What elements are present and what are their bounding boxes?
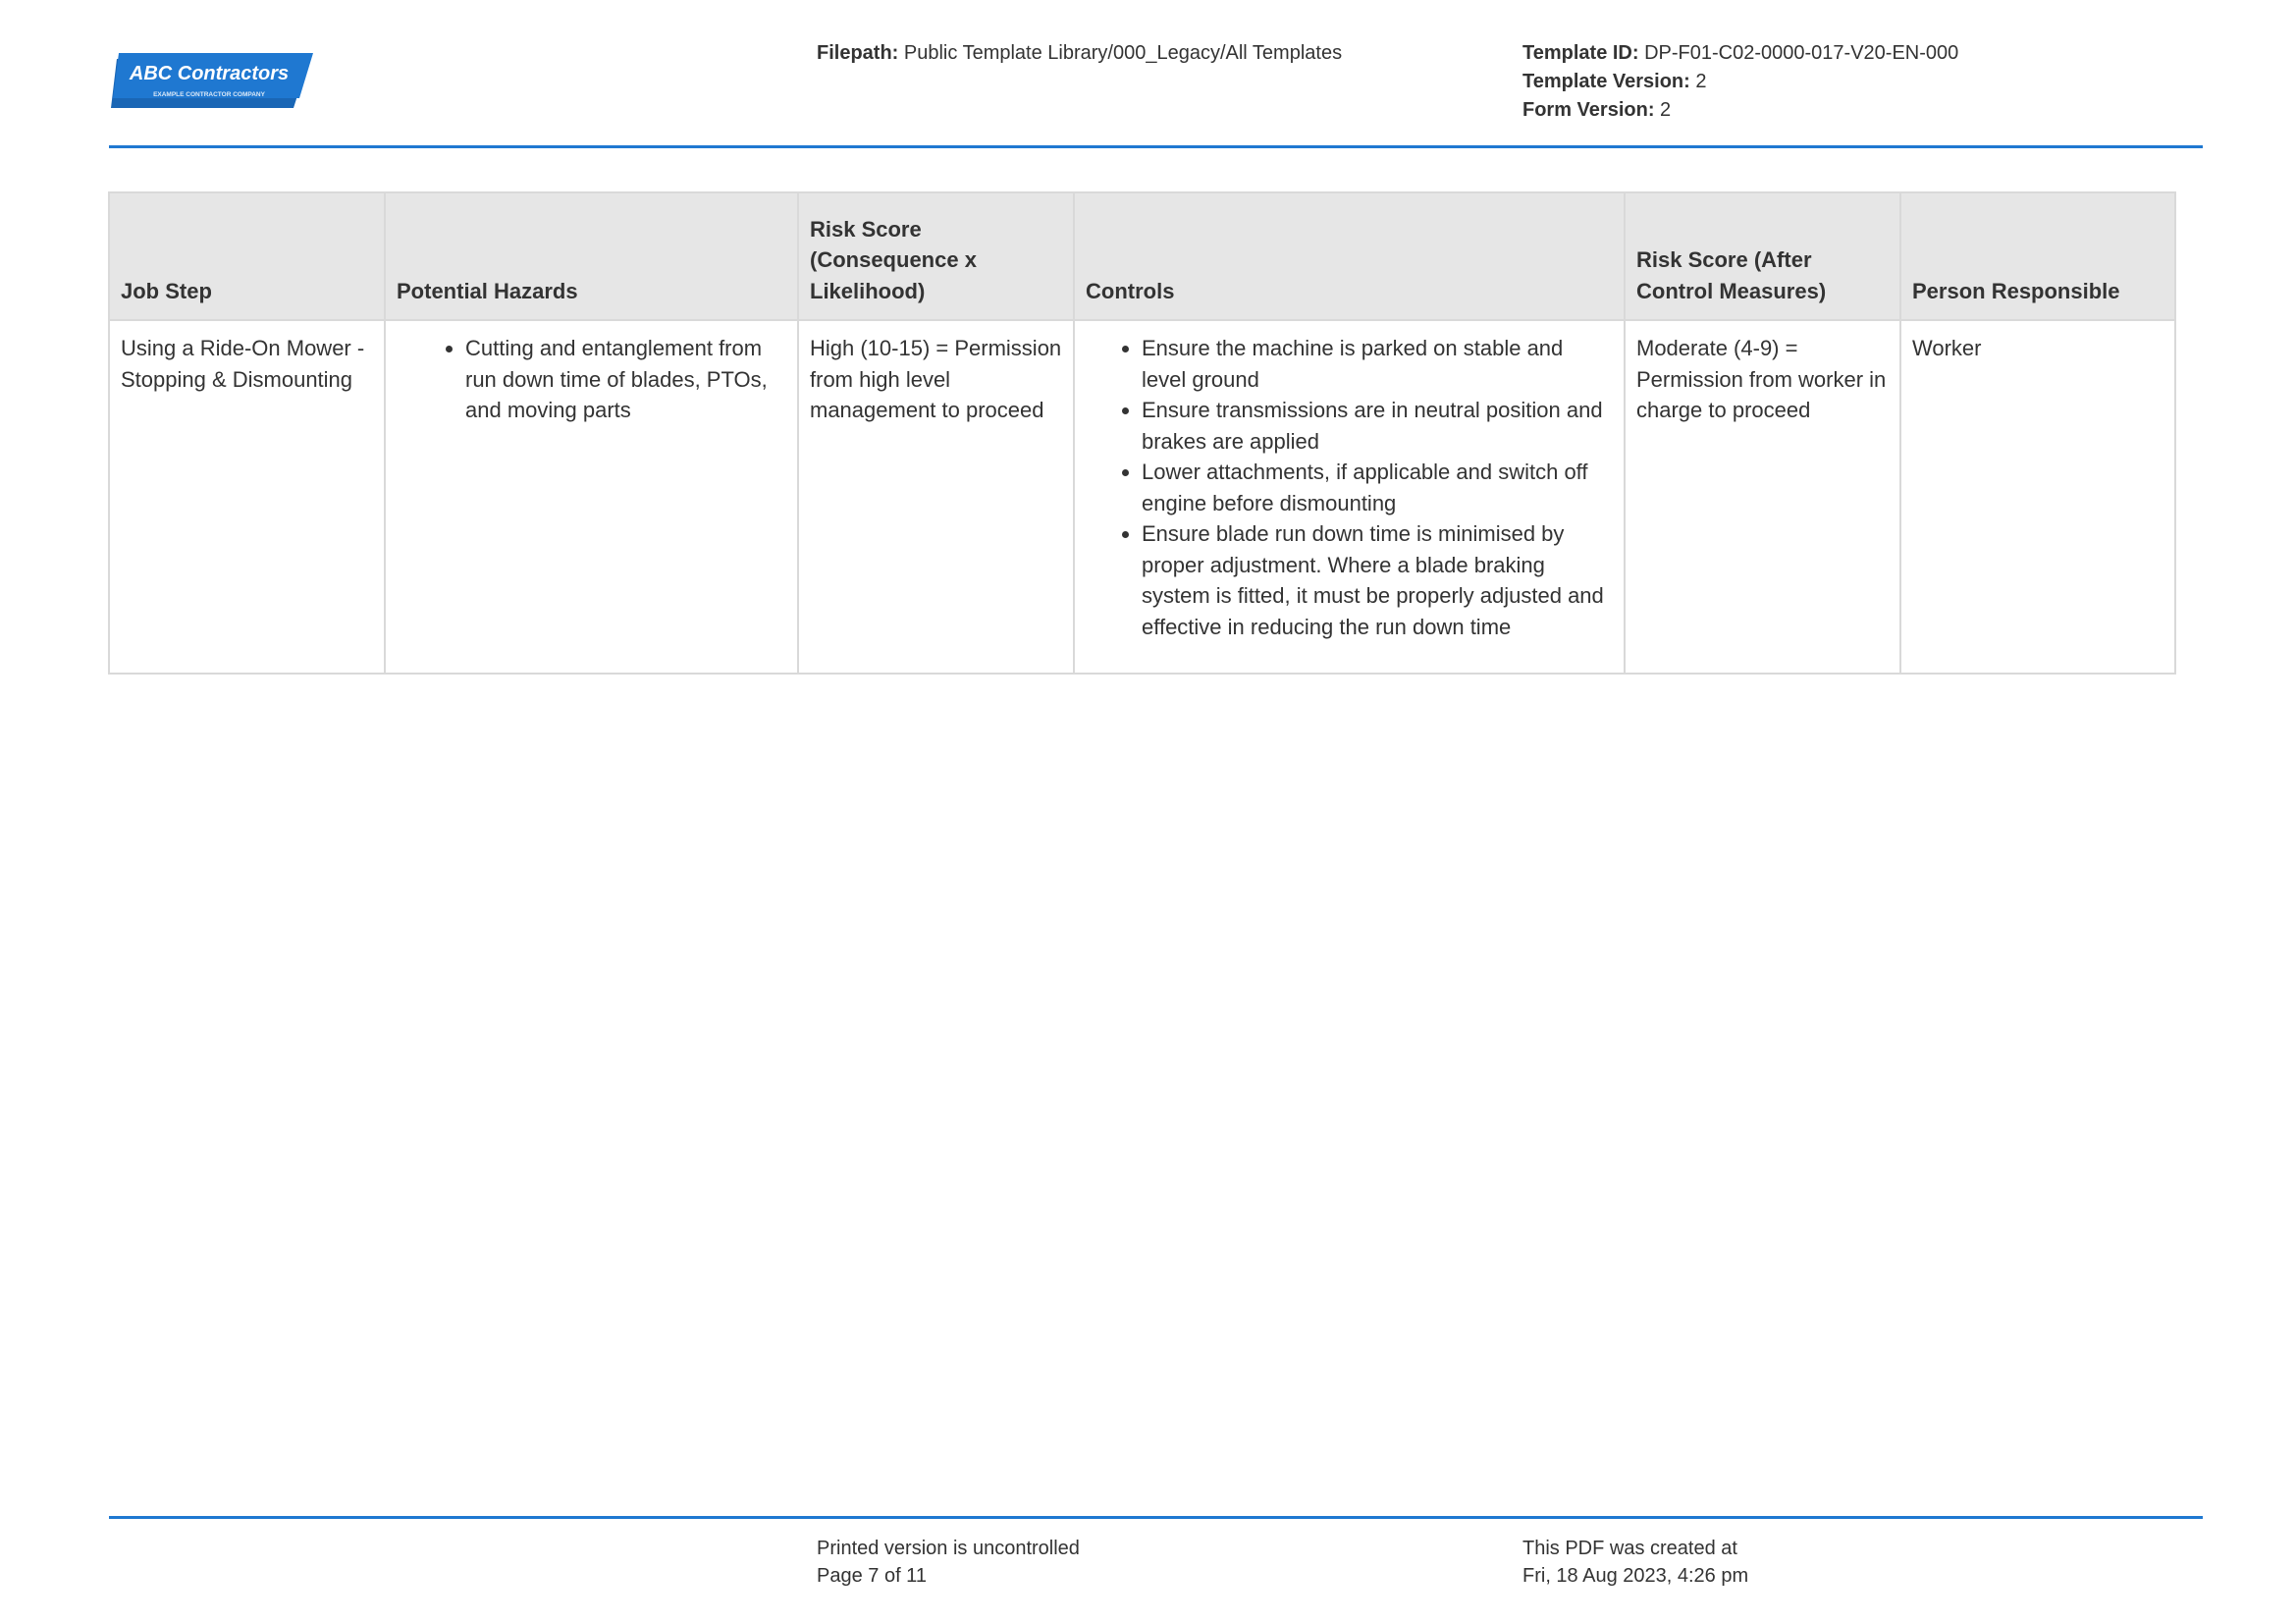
page-footer — [109, 1516, 2203, 1587]
control-item: • Ensure the machine is parked on stable and level ground — [1142, 333, 1613, 395]
control-item: • Lower attachments, if applicable and switch off engine before dismounting — [1142, 457, 1613, 518]
header-person-responsible: Person Responsible — [1900, 192, 2175, 320]
page-header — [109, 0, 2203, 148]
template-id-line — [1522, 39, 1958, 68]
risk-assessment-table — [108, 191, 2176, 675]
template-version-value: 2 — [1695, 71, 1707, 92]
header-job-step: Job Step — [109, 192, 385, 320]
risk-table-container — [108, 191, 2176, 675]
cell-person-responsible: Worker — [1900, 320, 2175, 674]
filepath-block — [817, 39, 1342, 68]
logo-badge-icon — [109, 51, 315, 112]
control-item: • Ensure blade run down time is minimised by proper adjustment. Where a blade braking system is fitted, it must be properly adjusted and effective in reducing the run down time — [1142, 518, 1613, 642]
controls-list — [1086, 333, 1613, 642]
form-version-label: Form Version: — [1522, 99, 1655, 121]
filepath-value: Public Template Library/000_Legacy/All Templates — [903, 42, 1343, 64]
uncontrolled-notice: Printed version is uncontrolled — [817, 1538, 1080, 1559]
hazards-list — [397, 333, 786, 426]
table-header-row — [109, 192, 2175, 320]
page-number: Page 7 of 11 — [817, 1565, 927, 1587]
header-risk-score: Risk Score (Consequence x Likelihood) — [798, 192, 1074, 320]
template-info-block — [1522, 39, 1958, 125]
hazard-item: • Cutting and entanglement from run down time of blades, PTOs, and moving parts — [465, 333, 786, 426]
footer-page-info — [817, 1535, 1080, 1590]
cell-controls — [1074, 320, 1625, 674]
cell-job-step: Using a Ride-On Mower - Stopping & Dismounting — [109, 320, 385, 674]
company-logo — [109, 51, 315, 112]
form-version-line — [1522, 96, 1958, 125]
form-version-value: 2 — [1660, 99, 1672, 121]
header-controls: Controls — [1074, 192, 1625, 320]
header-risk-score-after: Risk Score (After Control Measures) — [1625, 192, 1900, 320]
logo-tagline: EXAMPLE CONTRACTOR COMPANY — [153, 91, 265, 98]
cell-potential-hazards — [385, 320, 798, 674]
template-id-value: DP-F01-C02-0000-017-V20-EN-000 — [1644, 42, 1959, 64]
footer-created-info — [1522, 1535, 1748, 1590]
created-timestamp: Fri, 18 Aug 2023, 4:26 pm — [1522, 1565, 1749, 1587]
template-version-line — [1522, 68, 1958, 96]
created-label: This PDF was created at — [1522, 1538, 1737, 1559]
header-potential-hazards: Potential Hazards — [385, 192, 798, 320]
template-id-label: Template ID: — [1522, 42, 1639, 64]
cell-risk-score-after: Moderate (4-9) = Permission from worker in charge to proceed — [1625, 320, 1900, 674]
filepath-label: Filepath: — [817, 42, 899, 64]
control-item: • Ensure transmissions are in neutral position and brakes are applied — [1142, 395, 1613, 457]
template-version-label: Template Version: — [1522, 71, 1690, 92]
table-row — [109, 320, 2175, 674]
logo-name: ABC Contractors — [129, 63, 290, 84]
cell-risk-score: High (10-15) = Permission from high level management to proceed — [798, 320, 1074, 674]
